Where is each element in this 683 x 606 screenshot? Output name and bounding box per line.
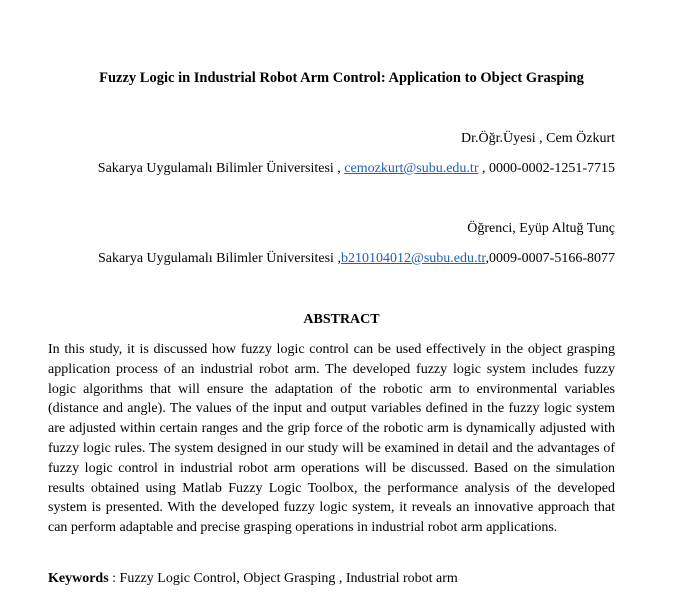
author-2-affiliation (98, 250, 615, 268)
author-1-orcid: , 0000-0002-1251-7715 (478, 161, 615, 176)
paper-title: Fuzzy Logic in Industrial Robot Arm Control: Application to Object Grasping (99, 70, 584, 86)
author-1-affiliation (98, 160, 615, 178)
abstract-body: In this study, it is discussed how fuzzy logic control can be used effectively in the object grasping application process of an industrial robot arm. The developed fuzzy logic system includes fuzzy logic algorithms that will ensure the adaptation of the robotic arm to environmental variables (distance and angle). The values of the input and output variables defined in the fuzzy logic system are adjusted within certain ranges and the grip force of the robotic arm is dynamically adjusted with fuzzy logic rules. The system designed in our study will be examined in detail and the advantages of fuzzy logic control in industrial robot arm operations will be discussed. Based on the simulation results obtained using Matlab Fuzzy Logic Toolbox, the performance analysis of the developed system is presented. With the developed fuzzy logic system, it reveals an innovative approach that can perform adaptable and precise grasping operations in industrial robot arm applications. (48, 342, 615, 536)
author-1-affiliation-text: Sakarya Uygulamalı Bilimler Üniversitesi , (97, 161, 345, 176)
author-2-orcid: ,0009-0007-5166-8077 (485, 251, 615, 266)
keywords-list: : Fuzzy Logic Control, Object Grasping , Industrial robot arm (108, 571, 458, 586)
keywords-label: Keywords (48, 571, 109, 586)
author-2-affiliation-text: Sakarya Uygulamalı Bilimler Üniversitesi , (97, 251, 341, 266)
author-1-name: Dr.Öğr.Üyesi , Cem Özkurt (461, 131, 615, 146)
keywords-line (48, 570, 458, 588)
author-1-email-link[interactable]: cemozkurt@subu.edu.tr (344, 161, 479, 176)
author-2-name: Öğrenci, Eyüp Altuğ Tunç (467, 221, 615, 236)
author-2-email-link[interactable]: b210104012@subu.edu.tr (340, 251, 486, 266)
abstract-heading: ABSTRACT (303, 312, 380, 327)
